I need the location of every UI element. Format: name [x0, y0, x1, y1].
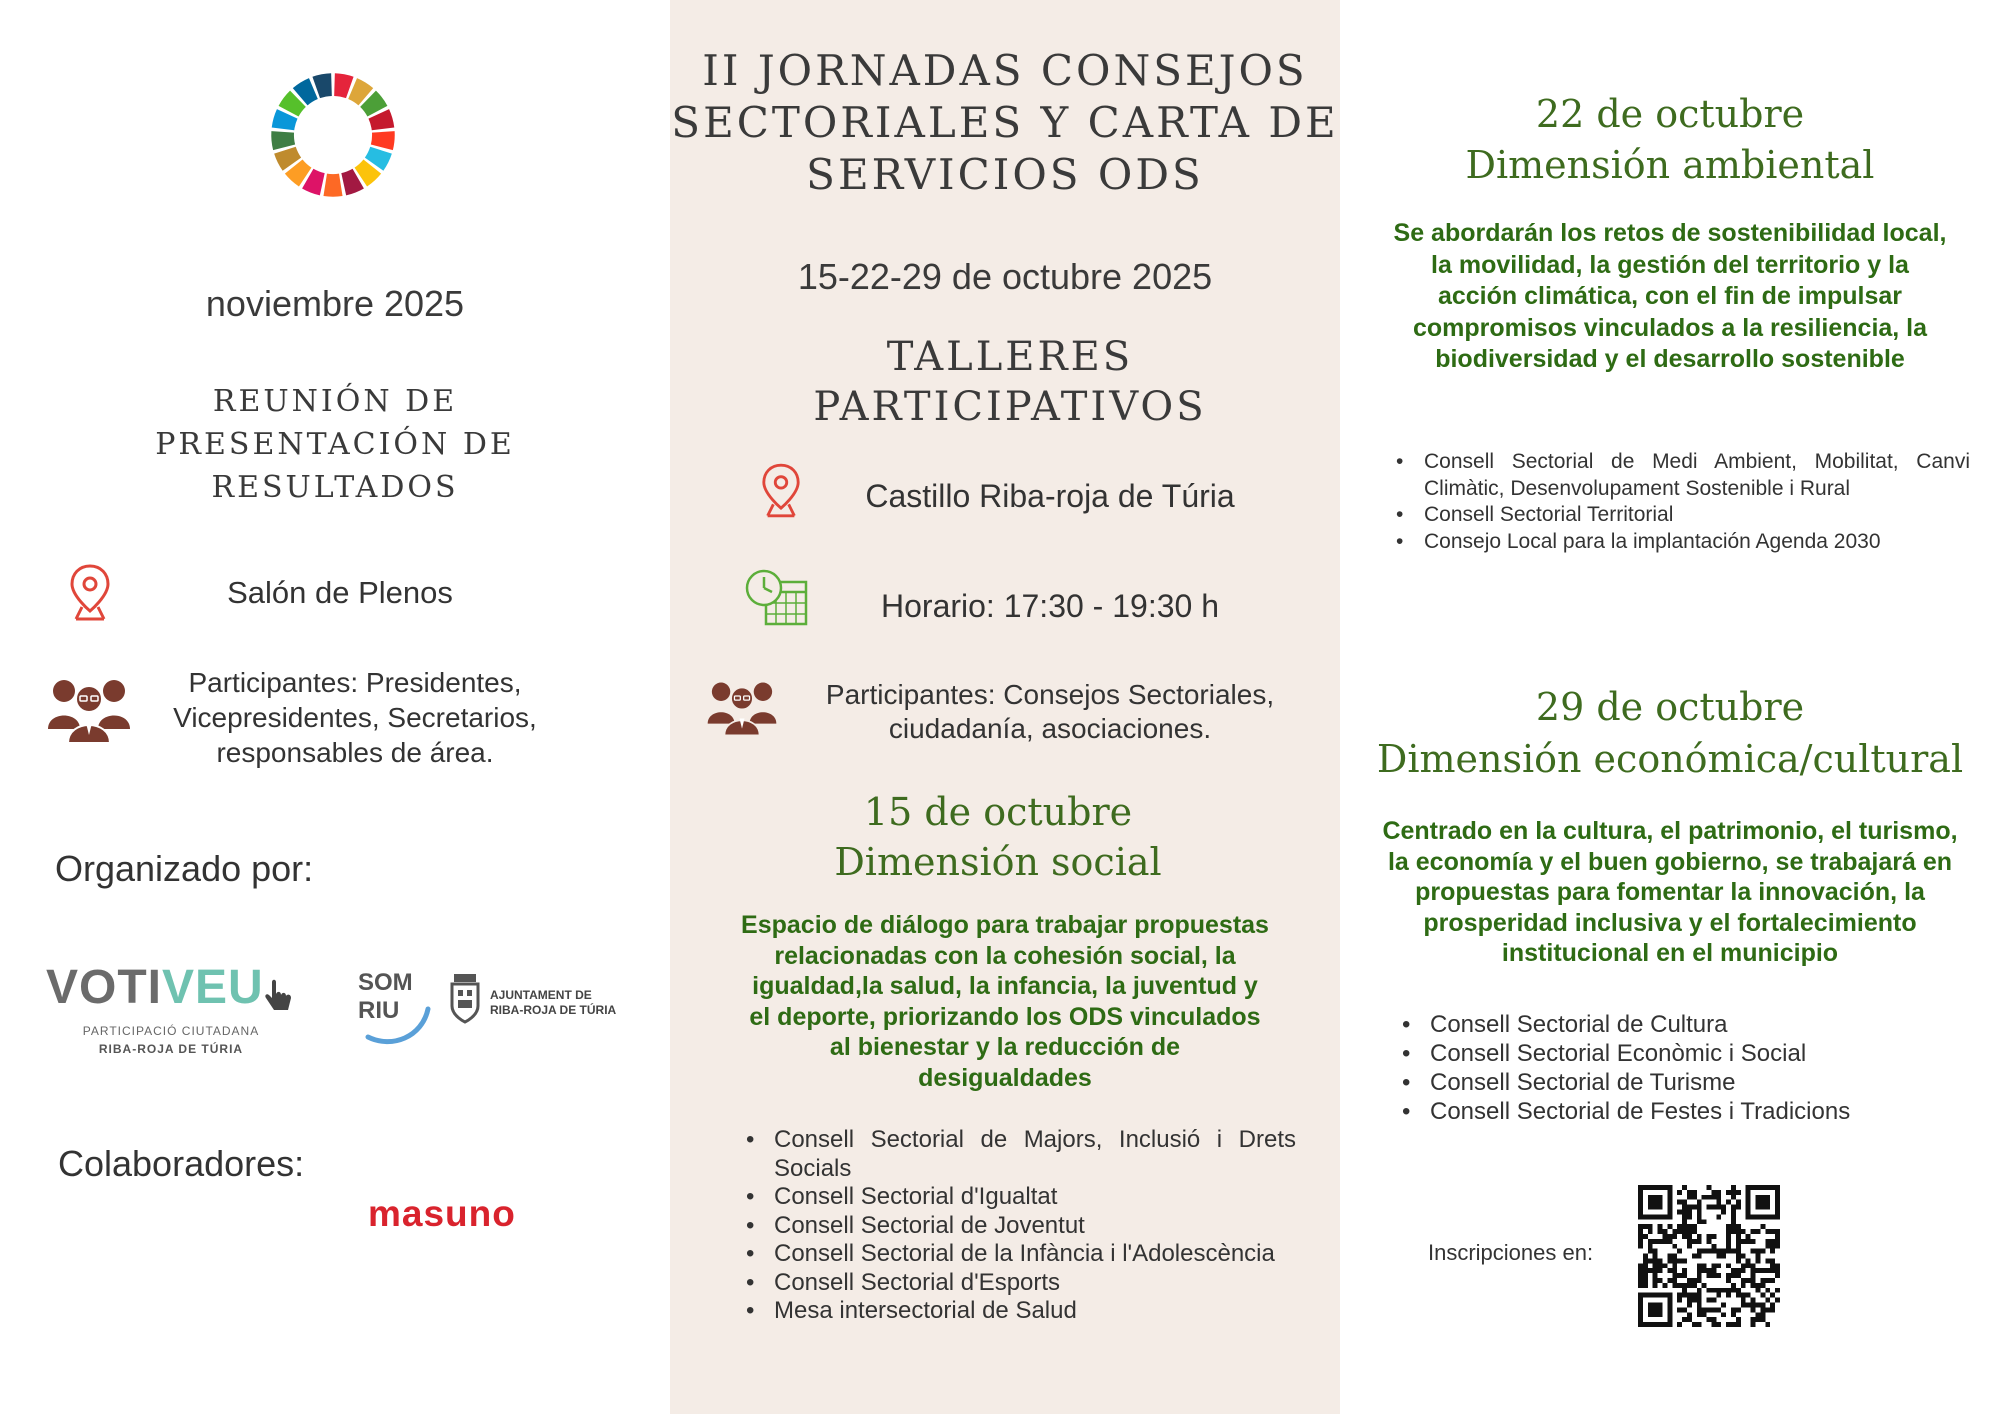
- sdg-segment: [271, 131, 295, 150]
- collaborators-label: Colaboradores:: [58, 1143, 305, 1184]
- council-list-environmental: [1390, 449, 1970, 555]
- event-place: Castillo Riba-roja de Túria: [865, 478, 1235, 514]
- list-item: • Mesa intersectorial de Salud: [740, 1297, 1296, 1326]
- votiveu-veu: VEU: [162, 961, 264, 1014]
- votiveu-logo: [46, 960, 296, 1060]
- list-item: • Consell Sectorial de Festes i Tradicions: [1396, 1097, 1976, 1126]
- clock-calendar-icon: [744, 568, 810, 628]
- session-dimension-environmental: Dimensión ambiental: [1465, 143, 1875, 187]
- somriu-text-2: RIU: [358, 997, 400, 1024]
- location-pin-icon: [760, 462, 802, 518]
- town-shield-icon: [450, 972, 480, 1024]
- middle-panel: [670, 0, 1340, 1414]
- list-item: • Consell Sectorial d'Igualtat: [740, 1183, 1296, 1212]
- somriu-text-1: SOM: [358, 969, 413, 996]
- qr-code-icon[interactable]: [1638, 1185, 1780, 1327]
- left-panel: [0, 0, 670, 1414]
- event-title: II JORNADAS CONSEJOS SECTORIALES Y CARTA DE SERVICIOS ODS: [671, 46, 1339, 199]
- pointer-hand-icon: [264, 978, 294, 1014]
- votiveu-subtitle: PARTICIPACIÓ CIUTADANA: [82, 1024, 260, 1038]
- meeting-title: REUNIÓN DE PRESENTACIÓN DE RESULTADOS: [155, 384, 515, 505]
- list-item: • Consell Sectorial de Turisme: [1396, 1068, 1976, 1097]
- list-item: • Consell Sectorial de Cultura: [1396, 1010, 1976, 1039]
- list-item: • Consejo Local para la implantación Agenda 2030: [1390, 529, 1970, 556]
- participants-text: Participantes: Presidentes, Vicepresidentes, Secretarios, responsables de área.: [173, 667, 537, 768]
- list-item: • Consell Sectorial de la Infància i l'Adolescència: [740, 1240, 1296, 1269]
- ajuntament-line-1: AJUNTAMENT DE: [490, 988, 592, 1002]
- session-description-environmental: Se abordarán los retos de sostenibilidad local, la movilidad, la gestión del territorio y la acción climática, con el fin de impulsar compromisos vinculados a la resiliencia, la biodiversidad y el desarrollo sostenible: [1393, 219, 1947, 373]
- votiveu-i: I: [147, 961, 163, 1014]
- meeting-date: noviembre 2025: [205, 283, 465, 324]
- somriu-smile-icon: [352, 997, 438, 1047]
- list-item: • Consell Sectorial de Joventut: [740, 1212, 1296, 1241]
- list-item: • Consell Sectorial Econòmic i Social: [1396, 1039, 1976, 1068]
- meeting-place: Salón de Plenos: [227, 575, 453, 610]
- session-date-oct29: 29 de octubre: [1535, 685, 1805, 729]
- votiveu-vot: VOT: [46, 961, 148, 1014]
- participants-text: Participantes: Consejos Sectoriales, ciudadanía, asociaciones.: [825, 679, 1275, 744]
- list-item: • Consell Sectorial de Medi Ambient, Mobilitat, Canvi Climàtic, Desenvolupament Sostenible i Rural: [1390, 449, 1970, 502]
- votiveu-town: RIBA-ROJA DE TÚRIA: [98, 1042, 244, 1056]
- event-dates: 15-22-29 de octubre 2025: [797, 256, 1213, 297]
- people-group-icon: [46, 673, 132, 743]
- session-dimension-economic: Dimensión económica/cultural: [1376, 737, 1964, 781]
- event-schedule: Horario: 17:30 - 19:30 h: [881, 588, 1219, 624]
- sdg-wheel-icon: [270, 72, 396, 198]
- sdg-segment: [323, 174, 342, 197]
- session-date-oct15: 15 de octubre: [863, 790, 1133, 834]
- location-pin-icon: [68, 563, 112, 621]
- session-description-social: Espacio de diálogo para trabajar propuestas relacionadas con la cohesión social, la igualdad,la salud, la infancia, la juventud y el deporte, priorizando los ODS vinculados al bienestar y la reducción de desigualdades: [741, 911, 1269, 1092]
- session-date-oct22: 22 de octubre: [1535, 92, 1805, 136]
- organized-by-label: Organizado por:: [55, 848, 314, 889]
- list-item: • Consell Sectorial d'Esports: [740, 1269, 1296, 1298]
- masuno-logo: masuno: [368, 1193, 516, 1234]
- council-list-social: [740, 1126, 1296, 1326]
- council-list-economic: [1396, 1010, 1976, 1126]
- ajuntament-line-2: RIBA-ROJA DE TÚRIA: [490, 1003, 617, 1017]
- session-description-economic: Centrado en la cultura, el patrimonio, el turismo, la economía y el buen gobierno, se trabajará en propuestas para fomentar la innovación, la prosperidad inclusiva y el fortalecimiento institucional en el municipio: [1382, 817, 1958, 967]
- workshops-heading: TALLERES PARTICIPATIVOS: [813, 334, 1207, 430]
- people-group-icon: [706, 676, 778, 736]
- somriu-logo: [352, 967, 438, 1047]
- list-item: • Consell Sectorial de Majors, Inclusió i Drets Socials: [740, 1126, 1296, 1183]
- sdg-segment: [371, 131, 395, 150]
- list-item: • Consell Sectorial Territorial: [1390, 502, 1970, 529]
- registration-label: Inscripciones en:: [1428, 1240, 1594, 1265]
- right-panel: [1340, 0, 2000, 1414]
- ajuntament-logo: [450, 972, 630, 1028]
- session-dimension-social: Dimensión social: [834, 840, 1162, 884]
